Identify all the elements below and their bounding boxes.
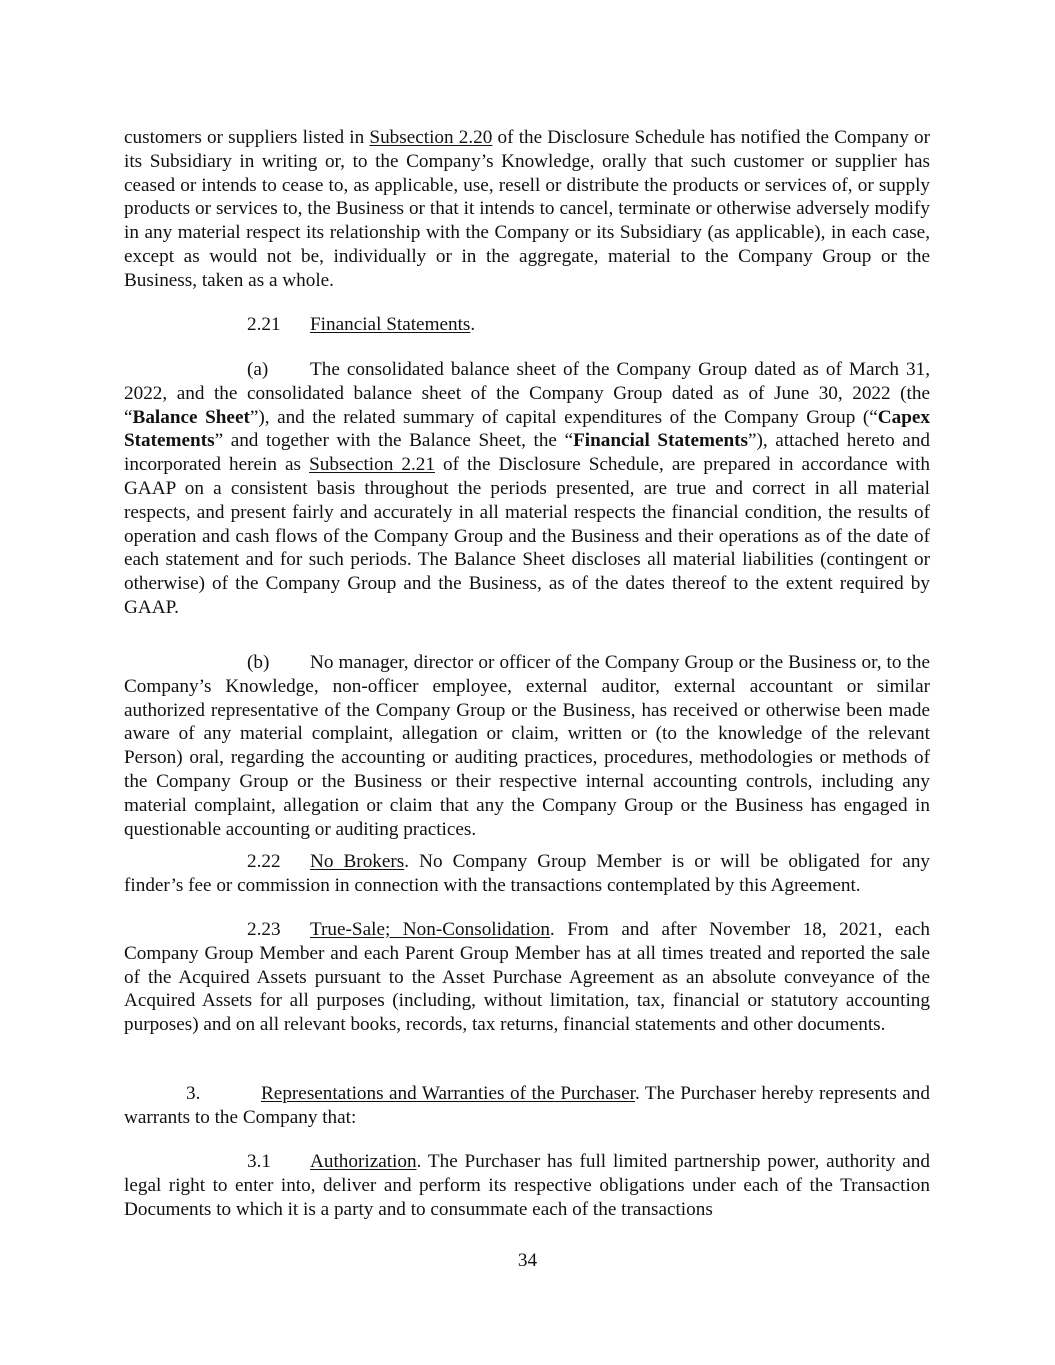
- section-title-period: .: [470, 314, 476, 335]
- section-2-21-heading: [124, 313, 930, 337]
- subsection-2-20-reference: Subsection 2.20: [369, 127, 493, 148]
- section-title: Financial Statements: [310, 314, 471, 335]
- section-3: [124, 1082, 930, 1130]
- paragraph-text: customers or suppliers listed in: [124, 127, 370, 148]
- paragraph-text: . The Purchaser has full limited partnership power, authority and legal right to enter into, deliver and perform its respective obligations under each of the Transaction Documents to which it is a party and to consummate each of the transactions: [124, 1151, 930, 1220]
- section-title: No Brokers: [310, 851, 405, 872]
- section-number: 2.22: [247, 851, 281, 872]
- section-2-22: [124, 850, 930, 898]
- paragraph-text: of the Disclosure Schedule has notified the Company or its Subsidiary in writing or, to the Company’s Knowledge, orally that such customer or supplier has ceased or intends to cease to, as applicable, use, resell or distribute the products or services of, or supply products or services to, the Business or that it intends to cancel, terminate or otherwise adversely modify in any material respect its relationship with the Company or its Subsidiary (as applicable), in each case, except as would not be, individually or in the aggregate, material to the Company Group or the Business, taken as a whole.: [124, 127, 930, 291]
- section-number: 2.21: [247, 314, 281, 335]
- section-title: True-Sale; Non-Consolidation: [310, 919, 550, 940]
- paragraph-text: ” and together with the Balance Sheet, the “: [214, 430, 574, 452]
- paragraph-text: No manager, director or officer of the Company Group or the Business or, to the Company’s Knowledge, non-officer employee, external auditor, external accountant or similar authorized representative of the Company Group or the Business, has received or otherwise been made aware of any material complaint, allegation or claim, written or (to the knowledge of the relevant Person) oral, regarding the accounting or auditing practices, procedures, methodologies or methods of the Company Group or the Business or their respective internal accounting controls, including any material complaint, allegation or claim that any the Company Group or the Business has engaged in questionable accounting or auditing practices.: [124, 652, 930, 840]
- section-number: 2.23: [247, 919, 281, 940]
- paragraph-text: ”), and the related summary of capital expenditures of the Company Group (“: [249, 406, 878, 428]
- page-number: 34: [517, 1250, 538, 1271]
- paragraph-text: . From and after November 18, 2021, each Company Group Member and each Parent Group Member has at all times treated and reported the sale of the Acquired Assets pursuant to the Asset Purchase Agreement as an absolute conveyance of the Acquired Assets for all purposes (including, without limitation, tax, financial or statutory accounting purposes) and on all relevant books, records, tax returns, financial statements and other documents.: [124, 919, 930, 1036]
- paragraph-text: . The Purchaser hereby represents and warrants to the Company that:: [124, 1083, 930, 1128]
- section-number: 3.: [186, 1083, 201, 1104]
- clause-label: (b): [247, 652, 270, 673]
- paragraph-text: The consolidated balance sheet of the Company Group dated as of March 31, 2022, and the consolidated balance sheet of the Company Group dated as of June 30, 2022 (the “: [124, 359, 930, 428]
- defined-term-balance-sheet: Balance Sheet: [132, 406, 250, 428]
- subsection-2-21-reference: Subsection 2.21: [309, 454, 435, 476]
- paragraph-text: . No Company Group Member is or will be obligated for any finder’s fee or commission in connection with the transactions contemplated by this Agreement.: [124, 851, 931, 896]
- defined-term-financial-statements: Financial Statements: [573, 430, 748, 452]
- section-title: Authorization: [310, 1151, 417, 1172]
- section-2-21-a: [124, 358, 930, 620]
- section-2-23: [124, 918, 930, 1037]
- section-2-21-b: [124, 651, 930, 841]
- paragraph-text: of the Disclosure Schedule, are prepared in accordance with GAAP on a consistent basis throughout the periods presented, are true and correct in all material respects, and present fairly and accurately in all material respects the financial condition, the results of operation and cash flows of the Company Group and the Business and their operations as of the date of each statement and for such periods. The Balance Sheet discloses all material liabilities (contingent or otherwise) of the Company Group and the Business, as of the dates thereof to the extent required by GAAP.: [124, 454, 931, 618]
- section-number: 3.1: [247, 1151, 271, 1172]
- paragraph-text: ”), attached hereto and incorporated herein as: [124, 430, 931, 476]
- defined-term-capex-statements: Capex Statements: [124, 406, 930, 452]
- clause-label: (a): [247, 359, 269, 380]
- section-title: Representations and Warranties of the Purchaser: [261, 1083, 635, 1104]
- section-3-1: [124, 1150, 930, 1221]
- paragraph-customers-suppliers: [124, 126, 930, 293]
